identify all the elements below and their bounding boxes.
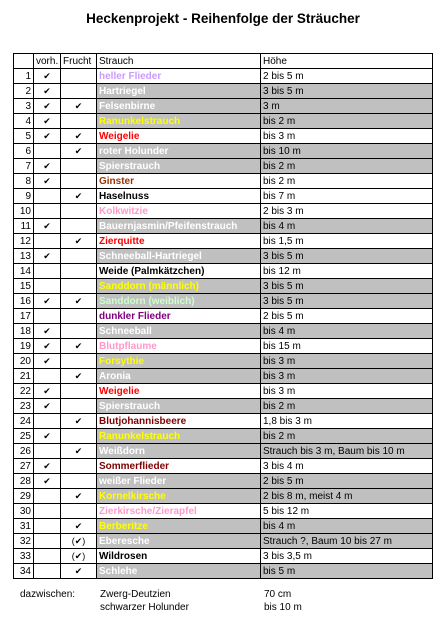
frucht-check (61, 459, 97, 474)
vorh-check: ✔ (34, 339, 61, 354)
shrub-name: heller Flieder (97, 69, 261, 84)
vorh-check: ✔ (34, 174, 61, 189)
frucht-check (61, 309, 97, 324)
row-number: 14 (14, 264, 34, 279)
shrub-name: Kolkwitzie (97, 204, 261, 219)
shrub-name: Weißdorn (97, 444, 261, 459)
table-row (14, 504, 433, 519)
vorh-check: ✔ (34, 114, 61, 129)
shrub-name: Ranunkelstrauch (97, 429, 261, 444)
vorh-check (34, 534, 61, 549)
shrub-height: bis 10 m (261, 144, 433, 159)
table-row (14, 144, 433, 159)
frucht-check (61, 174, 97, 189)
row-number: 27 (14, 459, 34, 474)
shrub-height: bis 15 m (261, 339, 433, 354)
frucht-check: ✔ (61, 564, 97, 579)
shrub-height: 2 bis 8 m, meist 4 m (261, 489, 433, 504)
table-row (14, 249, 433, 264)
shrub-height: 2 bis 3 m (261, 204, 433, 219)
table-row (14, 294, 433, 309)
vorh-check: ✔ (34, 69, 61, 84)
frucht-check: ✔ (61, 414, 97, 429)
row-number: 3 (14, 99, 34, 114)
shrub-height: 2 bis 5 m (261, 474, 433, 489)
row-number: 10 (14, 204, 34, 219)
shrub-height: bis 2 m (261, 159, 433, 174)
shrub-height: bis 7 m (261, 189, 433, 204)
table-row (14, 234, 433, 249)
frucht-check (61, 264, 97, 279)
frucht-check: ✔ (61, 519, 97, 534)
table-row (14, 339, 433, 354)
shrub-name: weißer Flieder (97, 474, 261, 489)
vorh-check: ✔ (34, 429, 61, 444)
shrub-name: Bauernjasmin/Pfeifenstrauch (97, 219, 261, 234)
row-number: 9 (14, 189, 34, 204)
shrub-height: Strauch ?, Baum 10 bis 27 m (261, 534, 433, 549)
shrub-height: 3 bis 5 m (261, 249, 433, 264)
shrub-name: Schneeball (97, 324, 261, 339)
table-row (14, 99, 433, 114)
shrub-height: bis 3 m (261, 354, 433, 369)
row-number: 24 (14, 414, 34, 429)
vorh-check (34, 519, 61, 534)
header-frucht: Frucht (61, 54, 97, 69)
table-row (14, 399, 433, 414)
vorh-check (34, 144, 61, 159)
shrub-name: Kornelkirsche (97, 489, 261, 504)
shrub-height: 3 bis 3,5 m (261, 549, 433, 564)
shrub-height: 1,8 bis 3 m (261, 414, 433, 429)
shrub-height: bis 2 m (261, 174, 433, 189)
shrub-name: Sanddorn (weiblich) (97, 294, 261, 309)
table-row (14, 444, 433, 459)
table-row (14, 204, 433, 219)
shrub-height: 2 bis 5 m (261, 309, 433, 324)
vorh-check: ✔ (34, 249, 61, 264)
shrub-height: bis 12 m (261, 264, 433, 279)
shrub-name: Weigelie (97, 129, 261, 144)
frucht-check: ✔ (61, 189, 97, 204)
vorh-check (34, 549, 61, 564)
frucht-check: (✔) (61, 549, 97, 564)
row-number: 31 (14, 519, 34, 534)
shrub-height: 3 bis 4 m (261, 459, 433, 474)
shrub-name: Blutpflaume (97, 339, 261, 354)
row-number: 5 (14, 129, 34, 144)
shrub-name: Berberitze (97, 519, 261, 534)
shrub-height: bis 1,5 m (261, 234, 433, 249)
header-vorh: vorh. (34, 54, 61, 69)
row-number: 20 (14, 354, 34, 369)
row-number: 7 (14, 159, 34, 174)
vorh-check (34, 414, 61, 429)
table-row (14, 489, 433, 504)
shrub-height: bis 5 m (261, 564, 433, 579)
shrub-height: bis 3 m (261, 369, 433, 384)
shrub-height: 3 bis 5 m (261, 294, 433, 309)
header-strauch: Strauch (97, 54, 261, 69)
frucht-check: ✔ (61, 234, 97, 249)
vorh-check (34, 234, 61, 249)
row-number: 12 (14, 234, 34, 249)
row-number: 8 (14, 174, 34, 189)
shrub-name: Forsythie (97, 354, 261, 369)
row-number: 18 (14, 324, 34, 339)
shrub-height: bis 4 m (261, 324, 433, 339)
row-number: 15 (14, 279, 34, 294)
shrub-name: Zierkirsche/Zierapfel (97, 504, 261, 519)
frucht-check (61, 384, 97, 399)
footer-item-height: bis 10 m (264, 602, 302, 613)
frucht-check (61, 504, 97, 519)
table-row (14, 429, 433, 444)
vorh-check: ✔ (34, 384, 61, 399)
frucht-check (61, 474, 97, 489)
shrub-name: Blutjohannisbeere (97, 414, 261, 429)
shrub-height: bis 3 m (261, 384, 433, 399)
shrub-name: Ranunkelstrauch (97, 114, 261, 129)
frucht-check: ✔ (61, 99, 97, 114)
frucht-check (61, 399, 97, 414)
row-number: 21 (14, 369, 34, 384)
frucht-check (61, 249, 97, 264)
row-number: 34 (14, 564, 34, 579)
table-row (14, 219, 433, 234)
page-title: Heckenprojekt - Reihenfolge der Sträucher (86, 11, 360, 26)
row-number: 19 (14, 339, 34, 354)
row-number: 32 (14, 534, 34, 549)
frucht-check (61, 69, 97, 84)
table-row (14, 69, 433, 84)
shrub-height: bis 2 m (261, 429, 433, 444)
table-header-row (14, 54, 433, 69)
shrub-height: 3 bis 5 m (261, 279, 433, 294)
footer-names (100, 588, 189, 614)
shrub-height: 3 bis 5 m (261, 84, 433, 99)
vorh-check (34, 489, 61, 504)
shrub-height: bis 2 m (261, 114, 433, 129)
shrub-height: 3 m (261, 99, 433, 114)
table-row (14, 114, 433, 129)
frucht-check (61, 354, 97, 369)
footer-item-name: Zwerg-Deutzien (100, 589, 171, 600)
footer-heights (264, 588, 302, 614)
shrub-height: bis 2 m (261, 399, 433, 414)
vorh-check: ✔ (34, 324, 61, 339)
shrub-name: Spierstrauch (97, 159, 261, 174)
row-number: 1 (14, 69, 34, 84)
table-row (14, 189, 433, 204)
table-body (14, 69, 433, 579)
row-number: 33 (14, 549, 34, 564)
frucht-check (61, 204, 97, 219)
frucht-check (61, 114, 97, 129)
row-number: 26 (14, 444, 34, 459)
table-row (14, 369, 433, 384)
table-row (14, 534, 433, 549)
row-number: 22 (14, 384, 34, 399)
vorh-check (34, 564, 61, 579)
frucht-check: ✔ (61, 339, 97, 354)
frucht-check: ✔ (61, 294, 97, 309)
shrub-name: Wildrosen (97, 549, 261, 564)
shrub-name: Haselnuss (97, 189, 261, 204)
row-number: 13 (14, 249, 34, 264)
table-row (14, 84, 433, 99)
vorh-check: ✔ (34, 84, 61, 99)
row-number: 23 (14, 399, 34, 414)
frucht-check (61, 429, 97, 444)
shrub-name: dunkler Flieder (97, 309, 261, 324)
header-nr (14, 54, 34, 69)
row-number: 30 (14, 504, 34, 519)
row-number: 17 (14, 309, 34, 324)
shrub-name: Schneeball-Hartriegel (97, 249, 261, 264)
vorh-check (34, 444, 61, 459)
vorh-check: ✔ (34, 99, 61, 114)
frucht-check: ✔ (61, 129, 97, 144)
row-number: 2 (14, 84, 34, 99)
vorh-check (34, 309, 61, 324)
vorh-check: ✔ (34, 399, 61, 414)
table-row (14, 384, 433, 399)
shrub-table (13, 53, 433, 579)
shrub-name: Sanddorn (männlich) (97, 279, 261, 294)
shrub-name: Sommerflieder (97, 459, 261, 474)
table-row (14, 564, 433, 579)
shrub-name: Zierquitte (97, 234, 261, 249)
shrub-name: Schlehe (97, 564, 261, 579)
vorh-check (34, 369, 61, 384)
frucht-check (61, 159, 97, 174)
frucht-check: (✔) (61, 534, 97, 549)
row-number: 11 (14, 219, 34, 234)
row-number: 16 (14, 294, 34, 309)
shrub-name: Felsenbirne (97, 99, 261, 114)
table-row (14, 354, 433, 369)
footer-label: dazwischen: (20, 589, 76, 600)
shrub-height: Strauch bis 3 m, Baum bis 10 m (261, 444, 433, 459)
vorh-check (34, 189, 61, 204)
shrub-name: Aronia (97, 369, 261, 384)
row-number: 4 (14, 114, 34, 129)
frucht-check (61, 324, 97, 339)
vorh-check (34, 204, 61, 219)
table-row (14, 174, 433, 189)
vorh-check: ✔ (34, 129, 61, 144)
footer-item-name: schwarzer Holunder (100, 602, 189, 613)
shrub-height: 5 bis 12 m (261, 504, 433, 519)
table-row (14, 519, 433, 534)
row-number: 25 (14, 429, 34, 444)
table-row (14, 324, 433, 339)
shrub-name: Ginster (97, 174, 261, 189)
frucht-check (61, 219, 97, 234)
table-row (14, 279, 433, 294)
shrub-name: Weide (Palmkätzchen) (97, 264, 261, 279)
table-row (14, 459, 433, 474)
table-row (14, 159, 433, 174)
frucht-check (61, 279, 97, 294)
vorh-check: ✔ (34, 474, 61, 489)
row-number: 6 (14, 144, 34, 159)
shrub-name: Eberesche (97, 534, 261, 549)
table-row (14, 264, 433, 279)
footer-item-height: 70 cm (264, 589, 292, 600)
shrub-name: Weigelie (97, 384, 261, 399)
vorh-check: ✔ (34, 354, 61, 369)
frucht-check (61, 84, 97, 99)
vorh-check: ✔ (34, 459, 61, 474)
table-row (14, 549, 433, 564)
frucht-check: ✔ (61, 444, 97, 459)
shrub-height: 2 bis 5 m (261, 69, 433, 84)
table-row (14, 129, 433, 144)
vorh-check (34, 264, 61, 279)
shrub-height: bis 4 m (261, 519, 433, 534)
frucht-check: ✔ (61, 369, 97, 384)
vorh-check (34, 504, 61, 519)
shrub-height: bis 4 m (261, 219, 433, 234)
header-hoehe: Höhe (261, 54, 433, 69)
table-row (14, 414, 433, 429)
row-number: 28 (14, 474, 34, 489)
frucht-check: ✔ (61, 489, 97, 504)
table-row (14, 309, 433, 324)
row-number: 29 (14, 489, 34, 504)
table-row (14, 474, 433, 489)
shrub-name: Hartriegel (97, 84, 261, 99)
shrub-name: roter Holunder (97, 144, 261, 159)
vorh-check (34, 279, 61, 294)
vorh-check: ✔ (34, 159, 61, 174)
shrub-name: Spierstrauch (97, 399, 261, 414)
vorh-check: ✔ (34, 294, 61, 309)
frucht-check: ✔ (61, 144, 97, 159)
vorh-check: ✔ (34, 219, 61, 234)
shrub-height: bis 3 m (261, 129, 433, 144)
